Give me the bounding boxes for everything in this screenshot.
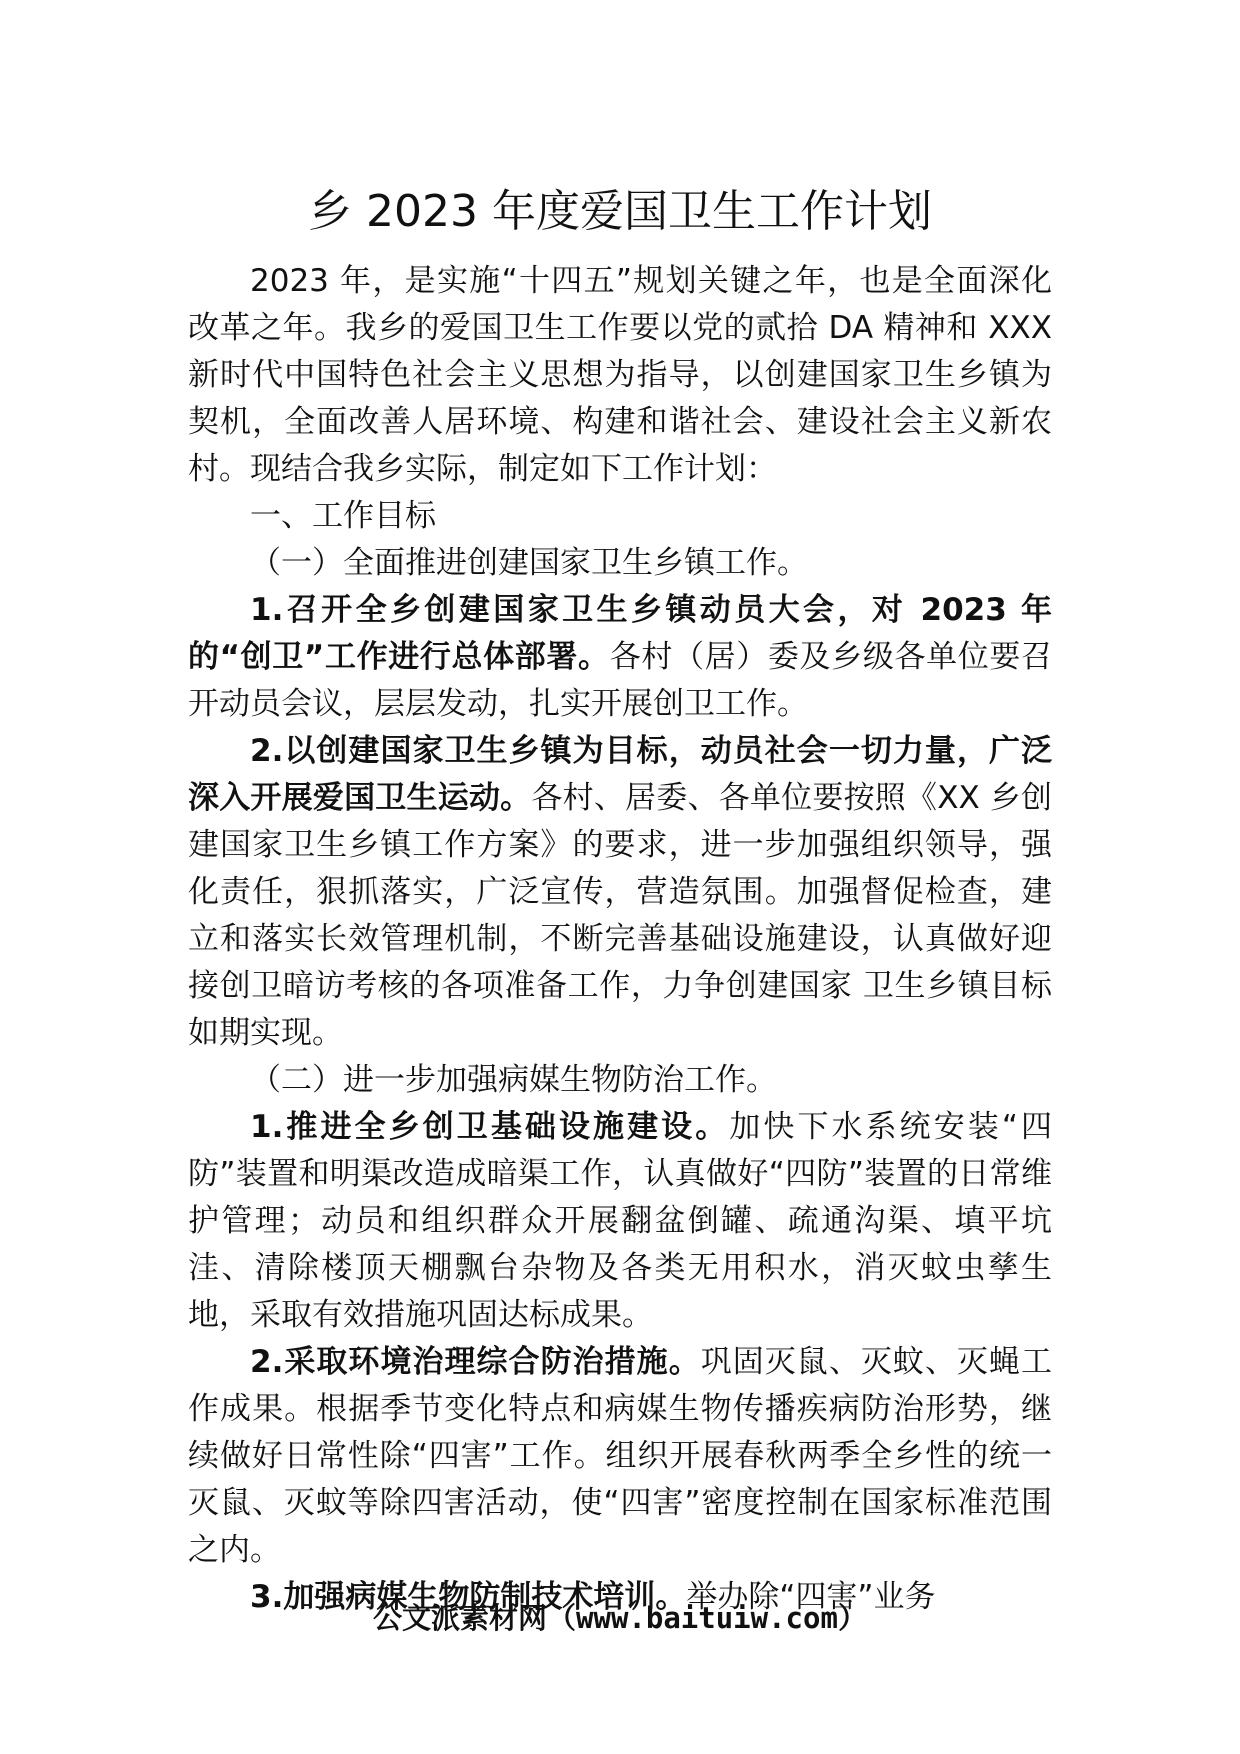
paragraph-text: 2023 年，是实施“十四五”规划关键之年，也是全面深化改革之年。我乡的爱国卫生工作要以党的贰拾 DA 精神和 XXX 新时代中国特色社会主义思想为指导，以创建国家卫生乡镇为契机，全面改善人居环境、构建和谐社会、建设社会主义新农村。现结合我乡实际，制定如下工作计划： xyxy=(188,263,1052,487)
paragraph-lead: 1.召开全乡创建国家卫生乡镇动员大会，对 2023 年的“创卫”工作进行总体部署。 xyxy=(188,592,1052,675)
paragraph-lead: 1.推进全乡创卫基础设施建设。 xyxy=(250,1109,730,1145)
heading-text: （一）全面推进创建国家卫生乡镇工作。 xyxy=(250,545,808,581)
paragraph-lead: 3.加强病媒生物防制技术培训。 xyxy=(250,1579,687,1615)
paragraph-lead: 2.采取环境治理综合防治措施。 xyxy=(250,1344,701,1380)
paragraph-intro xyxy=(188,258,1052,493)
paragraph-item xyxy=(188,587,1052,728)
document-title: 乡 2023 年度爱国卫生工作计划 xyxy=(308,186,932,237)
subsection-heading-1 xyxy=(188,540,1052,587)
paragraph-item xyxy=(188,1339,1052,1574)
paragraph-item xyxy=(188,1104,1052,1339)
footer-watermark: 公文派素材网（www.baituiw.com） xyxy=(373,1601,867,1635)
paragraph-item xyxy=(188,728,1052,1057)
paragraph-text: 各村（居）委及乡级各单位要召开动员会议，层层发动，扎实开展创卫工作。 xyxy=(188,639,1053,722)
heading-text: 一、工作目标 xyxy=(250,498,436,534)
section-heading-goals xyxy=(188,493,1052,540)
heading-text: （二）进一步加强病媒生物防治工作。 xyxy=(250,1062,777,1098)
subsection-heading-2 xyxy=(188,1057,1052,1104)
document-body xyxy=(188,258,1052,1621)
paragraph-text: 巩固灭鼠、灭蚊、灭蝇工作成果。根据季节变化特点和病媒生物传播疾病防治形势，继续做好日常性除“四害”工作。组织开展春秋两季全乡性的统一灭鼠、灭蚊等除四害活动，使“四害”密度控制在国家标准范围之内。 xyxy=(188,1344,1052,1568)
paragraph-text: 各村、居委、各单位要按照《XX 乡创建国家卫生乡镇工作方案》的要求，进一步加强组织领导，强化责任，狠抓落实，广泛宣传，营造氛围。加强督促检查，建立和落实长效管理机制，不断完善基础设施建设，认真做好迎接创卫暗访考核的各项准备工作，力争创建国家 卫生乡镇目标如期实现。 xyxy=(188,780,1053,1051)
paragraph-text: 加快下水系统安装“四防”装置和明渠改造成暗渠工作，认真做好“四防”装置的日常维护管理；动员和组织群众开展翻盆倒罐、疏通沟渠、填平坑洼、清除楼顶天棚飘台杂物及各类无用积水，消灭蚊虫孳生地，采取有效措施巩固达标成果。 xyxy=(188,1109,1052,1333)
paragraph-text: 举办除“四害”业务 xyxy=(686,1579,936,1615)
paragraph-lead: 2.以创建国家卫生乡镇为目标，动员社会一切力量，广泛深入开展爱国卫生运动。 xyxy=(188,733,1052,816)
